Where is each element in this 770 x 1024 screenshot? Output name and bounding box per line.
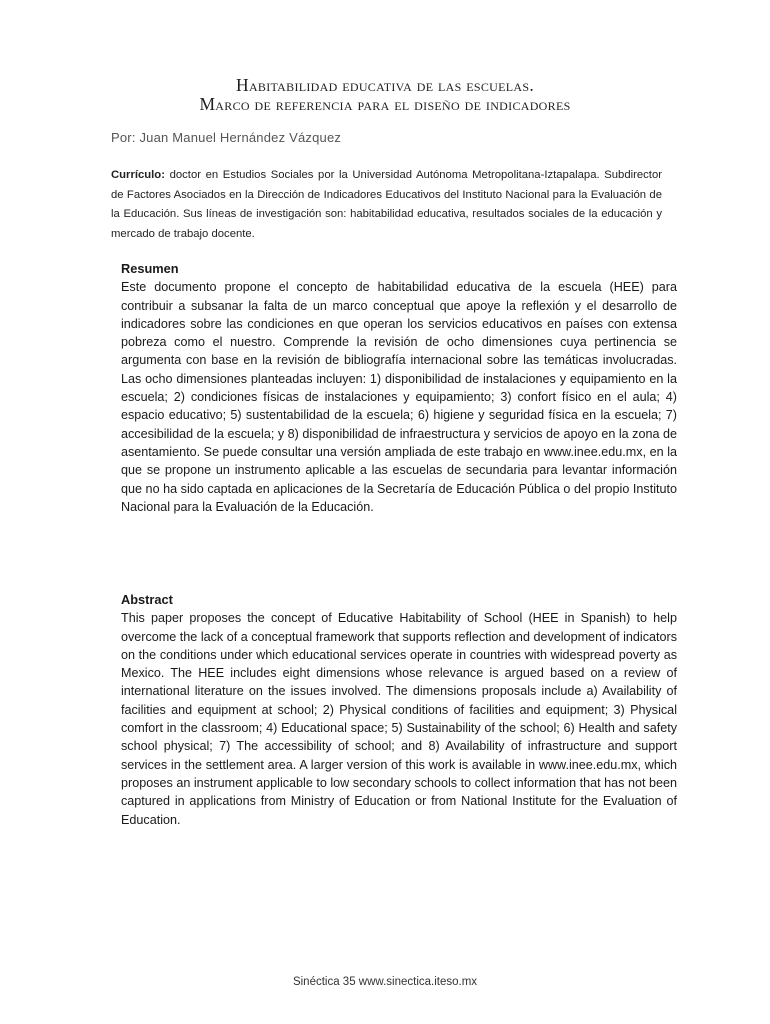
resumen-heading: Resumen <box>121 261 179 276</box>
curriculum-label: Currículo: <box>111 169 165 181</box>
abstract-text: This paper proposes the concept of Educative Habitability of School (HEE in Spanish) to help overcome the lack of a conceptual framework that supports reflection and development of indicators on the conditions under which educational services operate in countries with widespread poverty as Mexico. The HEE includes eight dimensions whose relevance is argued based on a review of international literature on the issues involved. The dimensions proposals include a) Availability of facilities and equipment at school; 2) Physical conditions of facilities and equipment; 3) Physical comfort in the classroom; 4) Educational space; 5) Sustainability of the school; 6) Health and safety school physical; 7) The accessibility of school; and 8) Availability of infrastructure and support services in the settlement area. A larger version of this work is available in www.inee.edu.mx, which proposes an instrument applicable to low secondary schools to collect information that has not been captured in applications from Ministry of Education or from National Institute for the Evaluation of Education. <box>121 611 677 827</box>
resumen-text: Este documento propone el concepto de habitabilidad educativa de la escuela (HEE) para contribuir a subsanar la falta de un marco conceptual que apoye la reflexión y el desarrollo de indicadores sobre las condiciones en que operan los servicios educativos en países con extensa pobreza como el nuestro. Comprende la revisión de ocho dimensiones cuya pertinencia se argumenta con base en la revisión de bibliografía internacional sobre las temáticas involucradas. Las ocho dimensiones planteadas incluyen: 1) disponibilidad de instalaciones y equipamiento en la escuela; 2) condiciones físicas de instalaciones y equipamiento; 3) confort físico en el aula; 4) espacio educativo; 5) sustentabilidad de la escuela; 6) higiene y seguridad física en la escuela; 7) accesibilidad de la escuela; y 8) disponibilidad de infraestructura y servicios de apoyo en la zona de asentamiento. Se puede consultar una versión ampliada de este trabajo en www.inee.edu.mx, en la que se propone un instrumento aplicable a las escuelas de secundaria para levantar información que no ha sido captada en aplicaciones de la Secretaría de Educación Pública o del propio Instituto Nacional para la Evaluación de la Educación. <box>121 280 677 514</box>
author-byline: Por: Juan Manuel Hernández Vázquez <box>111 130 342 145</box>
title-line-2: Marco de referencia para el diseño de indicadores <box>199 94 571 114</box>
paper-title <box>100 76 670 114</box>
abstract-heading: Abstract <box>121 592 173 607</box>
abstract-section <box>121 591 677 829</box>
curriculum-text: doctor en Estudios Sociales por la Universidad Autónoma Metropolitana-Iztapalapa. Subdirector de Factores Asociados en la Dirección de Indicadores Educativos del Instituto Nacional para la Evaluación de la Educación. Sus líneas de investigación son: habitabilidad educativa, resultados sociales de la educación y mercado de trabajo docente. <box>111 169 662 240</box>
title-line-1: Habitabilidad educativa de las escuelas. <box>236 75 534 95</box>
page-footer: Sinéctica 35 www.sinectica.iteso.mx <box>292 976 478 988</box>
resumen-section <box>121 260 677 516</box>
author-curriculum <box>111 166 662 244</box>
